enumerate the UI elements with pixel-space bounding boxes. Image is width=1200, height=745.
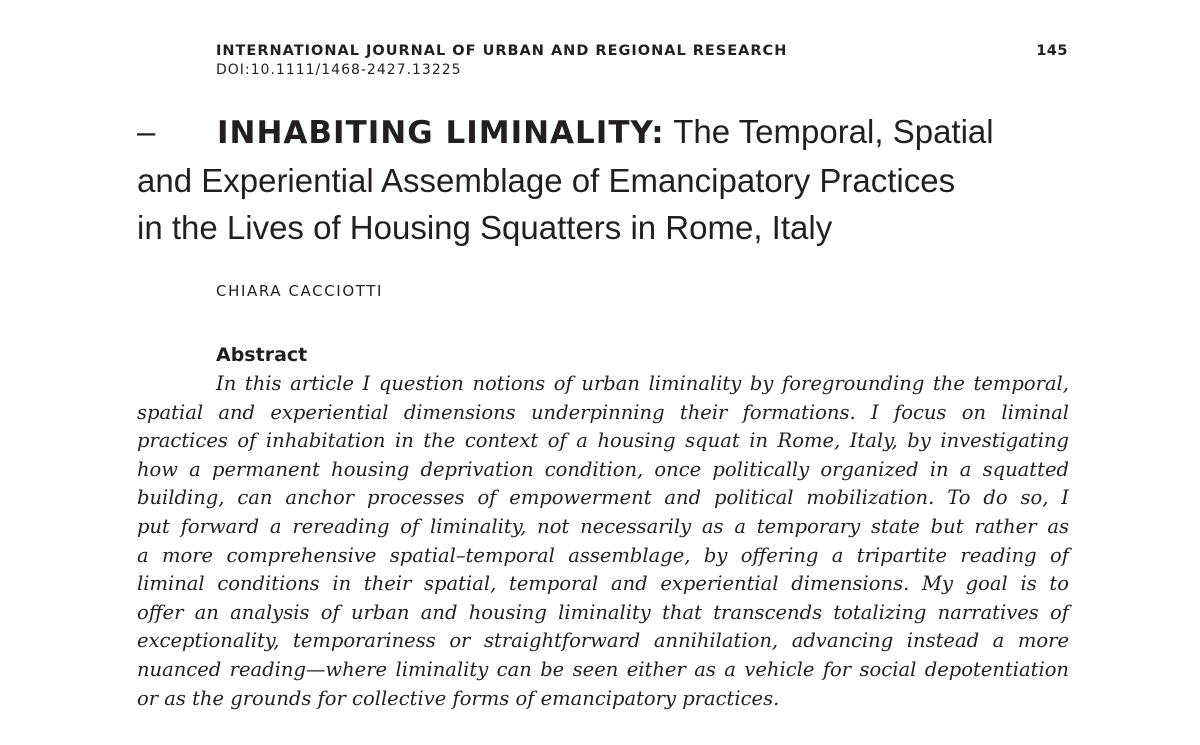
abstract-line: nuanced reading—where liminality can be seen either as a vehicle for social depotentiation <box>137 657 1069 681</box>
title-line-1-rest: The Temporal, Spatial <box>664 113 994 150</box>
title-line-2: and Experiential Assemblage of Emancipatory Practices <box>137 162 956 199</box>
abstract-line: how a permanent housing deprivation condition, once politically organized in a squatted <box>137 457 1069 481</box>
abstract-line: or as the grounds for collective forms of emancipatory practices. <box>137 686 780 710</box>
article-title <box>137 108 1077 251</box>
abstract-line: practices of inhabitation in the context of a housing squat in Rome, Italy, by investigating <box>137 429 1069 453</box>
doi-link[interactable]: DOI:10.1111/1468-2427.13225 <box>216 62 462 78</box>
abstract-line: offer an analysis of urban and housing liminality that transcends totalizing narratives of <box>137 600 1069 624</box>
page-number: 145 <box>1036 43 1068 59</box>
abstract-line: put forward a rereading of liminality, not necessarily as a temporary state but rather as <box>137 514 1069 538</box>
abstract-line: building, can anchor processes of empowerment and political mobilization. To do so, I <box>137 486 1069 510</box>
abstract-line: exceptionality, temporariness or straightforward annihilation, advancing instead a more <box>137 629 1069 653</box>
abstract-line: spatial and experiential dimensions underpinning their formations. I focus on liminal <box>137 400 1069 424</box>
abstract-body <box>137 370 1069 713</box>
abstract-line: In this article I question notions of urban liminality by foregrounding the temporal, <box>216 372 1069 395</box>
abstract-heading: Abstract <box>216 344 308 366</box>
author-name: CHIARA CACCIOTTI <box>216 282 384 300</box>
abstract-line: a more comprehensive spatial–temporal assemblage, by offering a tripartite reading of <box>137 543 1069 567</box>
title-dash: – <box>137 113 156 150</box>
abstract-line: liminal conditions in their spatial, temporal and experiential dimensions. My goal is to <box>137 572 1069 596</box>
title-main: INHABITING LIMINALITY: <box>217 115 665 151</box>
journal-name: INTERNATIONAL JOURNAL OF URBAN AND REGIONAL RESEARCH <box>216 43 788 59</box>
title-line-3: in the Lives of Housing Squatters in Rome, Italy <box>137 209 833 246</box>
